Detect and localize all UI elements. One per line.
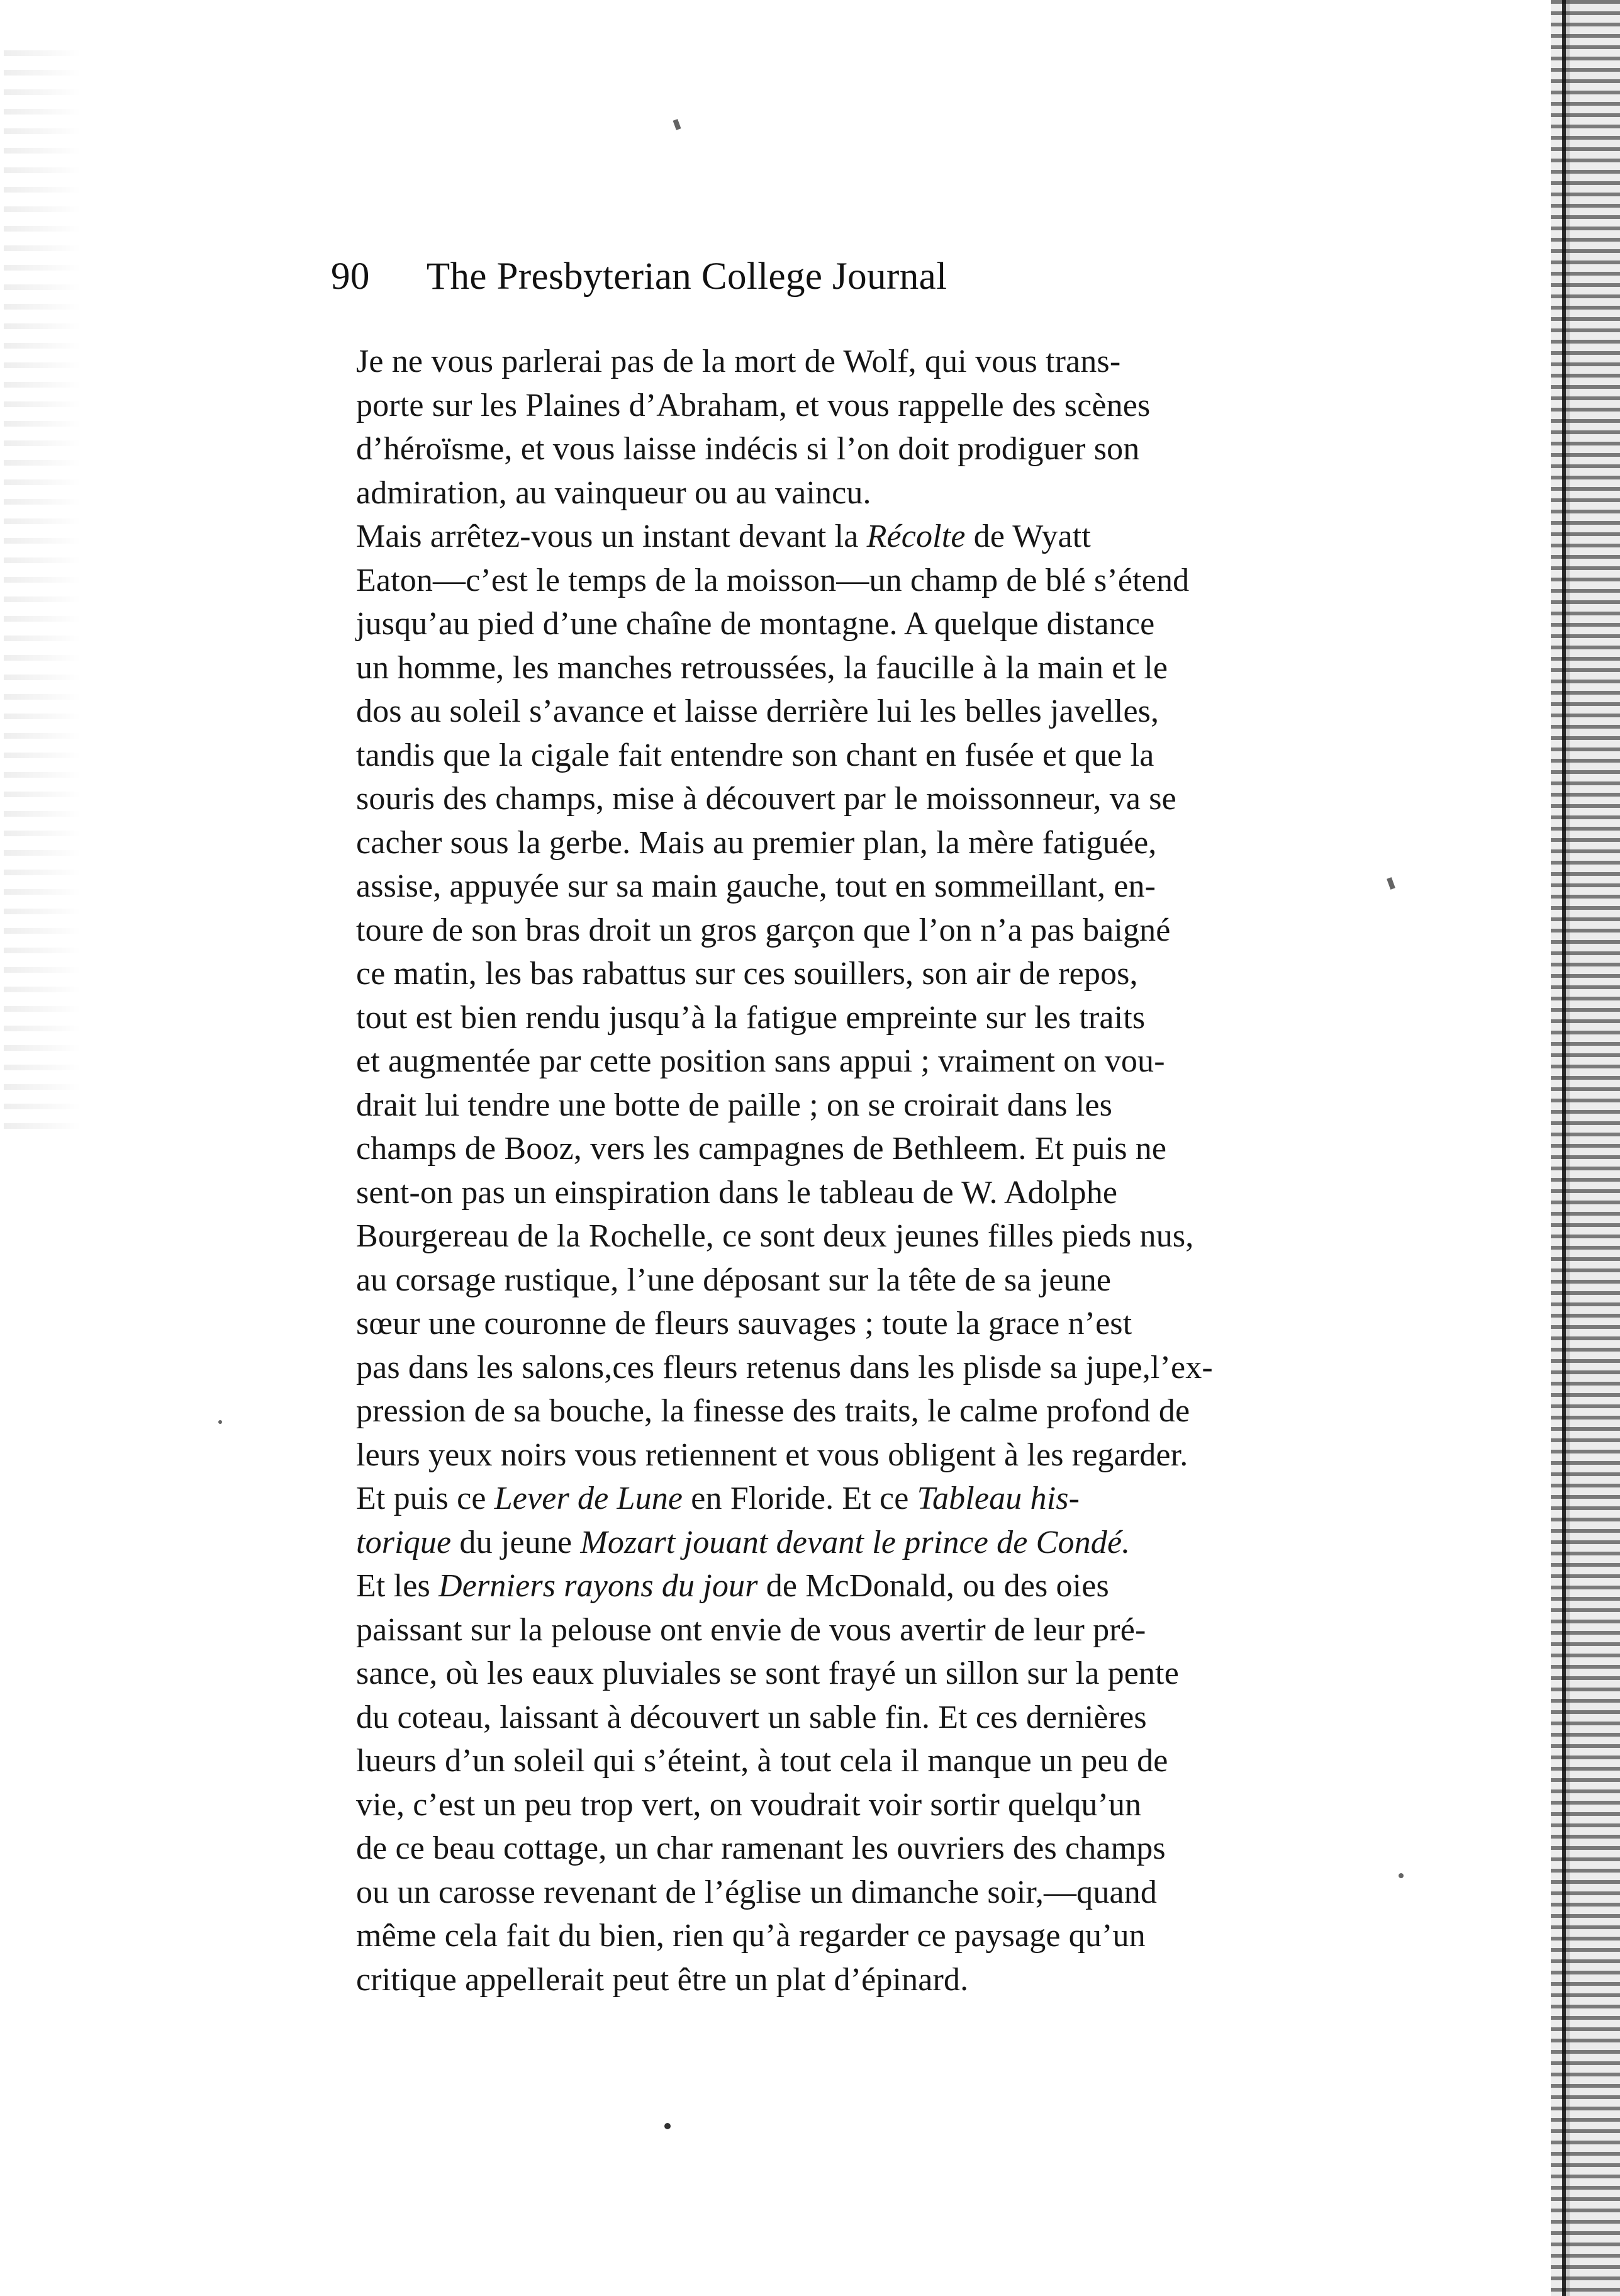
page-header [331,257,1136,296]
italic-title: torique [356,1524,452,1560]
text-line: ou un carosse revenant de l’église un dimanche soir,—quand [356,1874,1158,1910]
text-line: paissant sur la pelouse ont envie de vous avertir de leur pré- [356,1611,1146,1648]
text-line: Je ne vous parlerai pas de la mort de Wolf, qui vous trans- [356,344,1121,379]
body-paragraph [332,515,1310,1477]
text-line: souris des champs, mise à découvert par le moissonneur, va se [356,781,1176,817]
text-line: sent-on pas un einspiration dans le tableau de W. Adolphe [356,1174,1118,1211]
text-line: du coteau, laissant à découvert un sable fin. Et ces dernières [356,1699,1147,1735]
journal-title: The Presbyterian College Journal [426,255,947,298]
text-fragment: de McDonald, ou des oies [757,1568,1109,1604]
text-line [332,1477,1310,1521]
italic-title: Lever de Lune [494,1481,683,1516]
text-line: Bourgereau de la Rochelle, ce sont deux jeunes filles pieds nus, [356,1218,1194,1254]
article-body [332,340,1310,2002]
text-line: Eaton—c’est le temps de la moisson—un champ de blé s’étend [356,562,1190,598]
text-fragment: du jeune [451,1524,581,1560]
text-line: vie, c’est un peu trop vert, on voudrait voir sortir quelqu’un [356,1786,1142,1823]
text-line: critique appellerait peut être un plat d’épinard. [356,1961,969,1998]
italic-title: Tableau his- [917,1481,1080,1516]
scan-mark [218,1420,223,1425]
text-line: porte sur les Plaines d’Abraham, et vous rappelle des scènes [356,387,1151,423]
text-fragment: Et puis ce [356,1481,494,1516]
text-line: de ce beau cottage, un char ramenant les ouvriers des champs [356,1830,1166,1866]
text-line: pression de sa bouche, la finesse des traits, le calme profond de [356,1393,1190,1429]
text-line: dos au soleil s’avance et laisse derrière lui les belles javelles, [356,693,1159,729]
body-paragraph [332,1564,1310,2002]
text-line: pas dans les salons,ces fleurs retenus dans les plisde sa jupe,l’ex- [356,1349,1213,1386]
text-fragment: Et les [356,1568,439,1604]
text-line: lueurs d’un soleil qui s’éteint, à tout cela il manque un peu de [356,1743,1168,1779]
scan-mark [1387,877,1395,890]
scan-mark [1398,1873,1404,1879]
text-line: un homme, les manches retroussées, la faucille à la main et le [356,649,1168,686]
bottom-dot [664,2123,671,2129]
text-line: même cela fait du bien, rien qu’à regarder ce paysage qu’un [356,1918,1146,1954]
italic-title: Derniers rayons du jour [439,1568,758,1604]
text-line [332,515,1310,559]
text-line: drait lui tendre une botte de paille ; on se croirait dans les [356,1087,1113,1123]
body-paragraph [332,1477,1310,1564]
text-line: ce matin, les bas rabattus sur ces souillers, son air de repos, [356,956,1138,992]
text-line: sœur une couronne de fleurs sauvages ; toute la grace n’est [356,1306,1132,1341]
italic-title: Mozart jouant devant le prince de Condé. [580,1524,1131,1560]
page-number: 90 [331,255,370,298]
text-line: cacher sous la gerbe. Mais au premier plan, la mère fatiguée, [356,824,1157,861]
text-line: champs de Booz, vers les campagnes de Bethleem. Et puis ne [356,1131,1167,1167]
text-line: toure de son bras droit un gros garçon que l’on n’a pas baigné [356,912,1171,948]
text-line: leurs yeux noirs vous retiennent et vous obligent à les regarder. [356,1436,1188,1473]
text-line: d’héroïsme, et vous laisse indécis si l’on doit prodiguer son [356,431,1140,467]
left-scan-edge [4,50,79,1133]
text-line: tout est bien rendu jusqu’à la fatigue empreinte sur les traits [356,999,1146,1036]
right-scan-edge [1551,0,1620,2296]
text-fragment: de Wyatt [965,518,1091,554]
body-paragraph [332,340,1310,515]
text-line: admiration, au vainqueur ou au vaincu. [356,474,871,511]
text-fragment: Mais arrêtez-vous un instant devant la [356,518,867,554]
text-line: sance, où les eaux pluviales se sont frayé un sillon sur la pente [356,1655,1179,1691]
text-fragment: en Floride. Et ce [683,1481,917,1516]
text-line [332,1564,1310,1608]
text-line: assise, appuyée sur sa main gauche, tout en sommeillant, en- [356,868,1156,904]
text-line: jusqu’au pied d’une chaîne de montagne. A quelque distance [356,606,1155,642]
text-line: tandis que la cigale fait entendre son chant en fusée et que la [356,737,1154,773]
text-line: et augmentée par cette position sans appui ; vraiment on vou- [356,1043,1165,1079]
scan-mark [673,119,681,130]
italic-title: Récolte [866,518,966,554]
text-line: au corsage rustique, l’une déposant sur la tête de sa jeune [356,1262,1112,1298]
text-line [332,1521,1310,1565]
